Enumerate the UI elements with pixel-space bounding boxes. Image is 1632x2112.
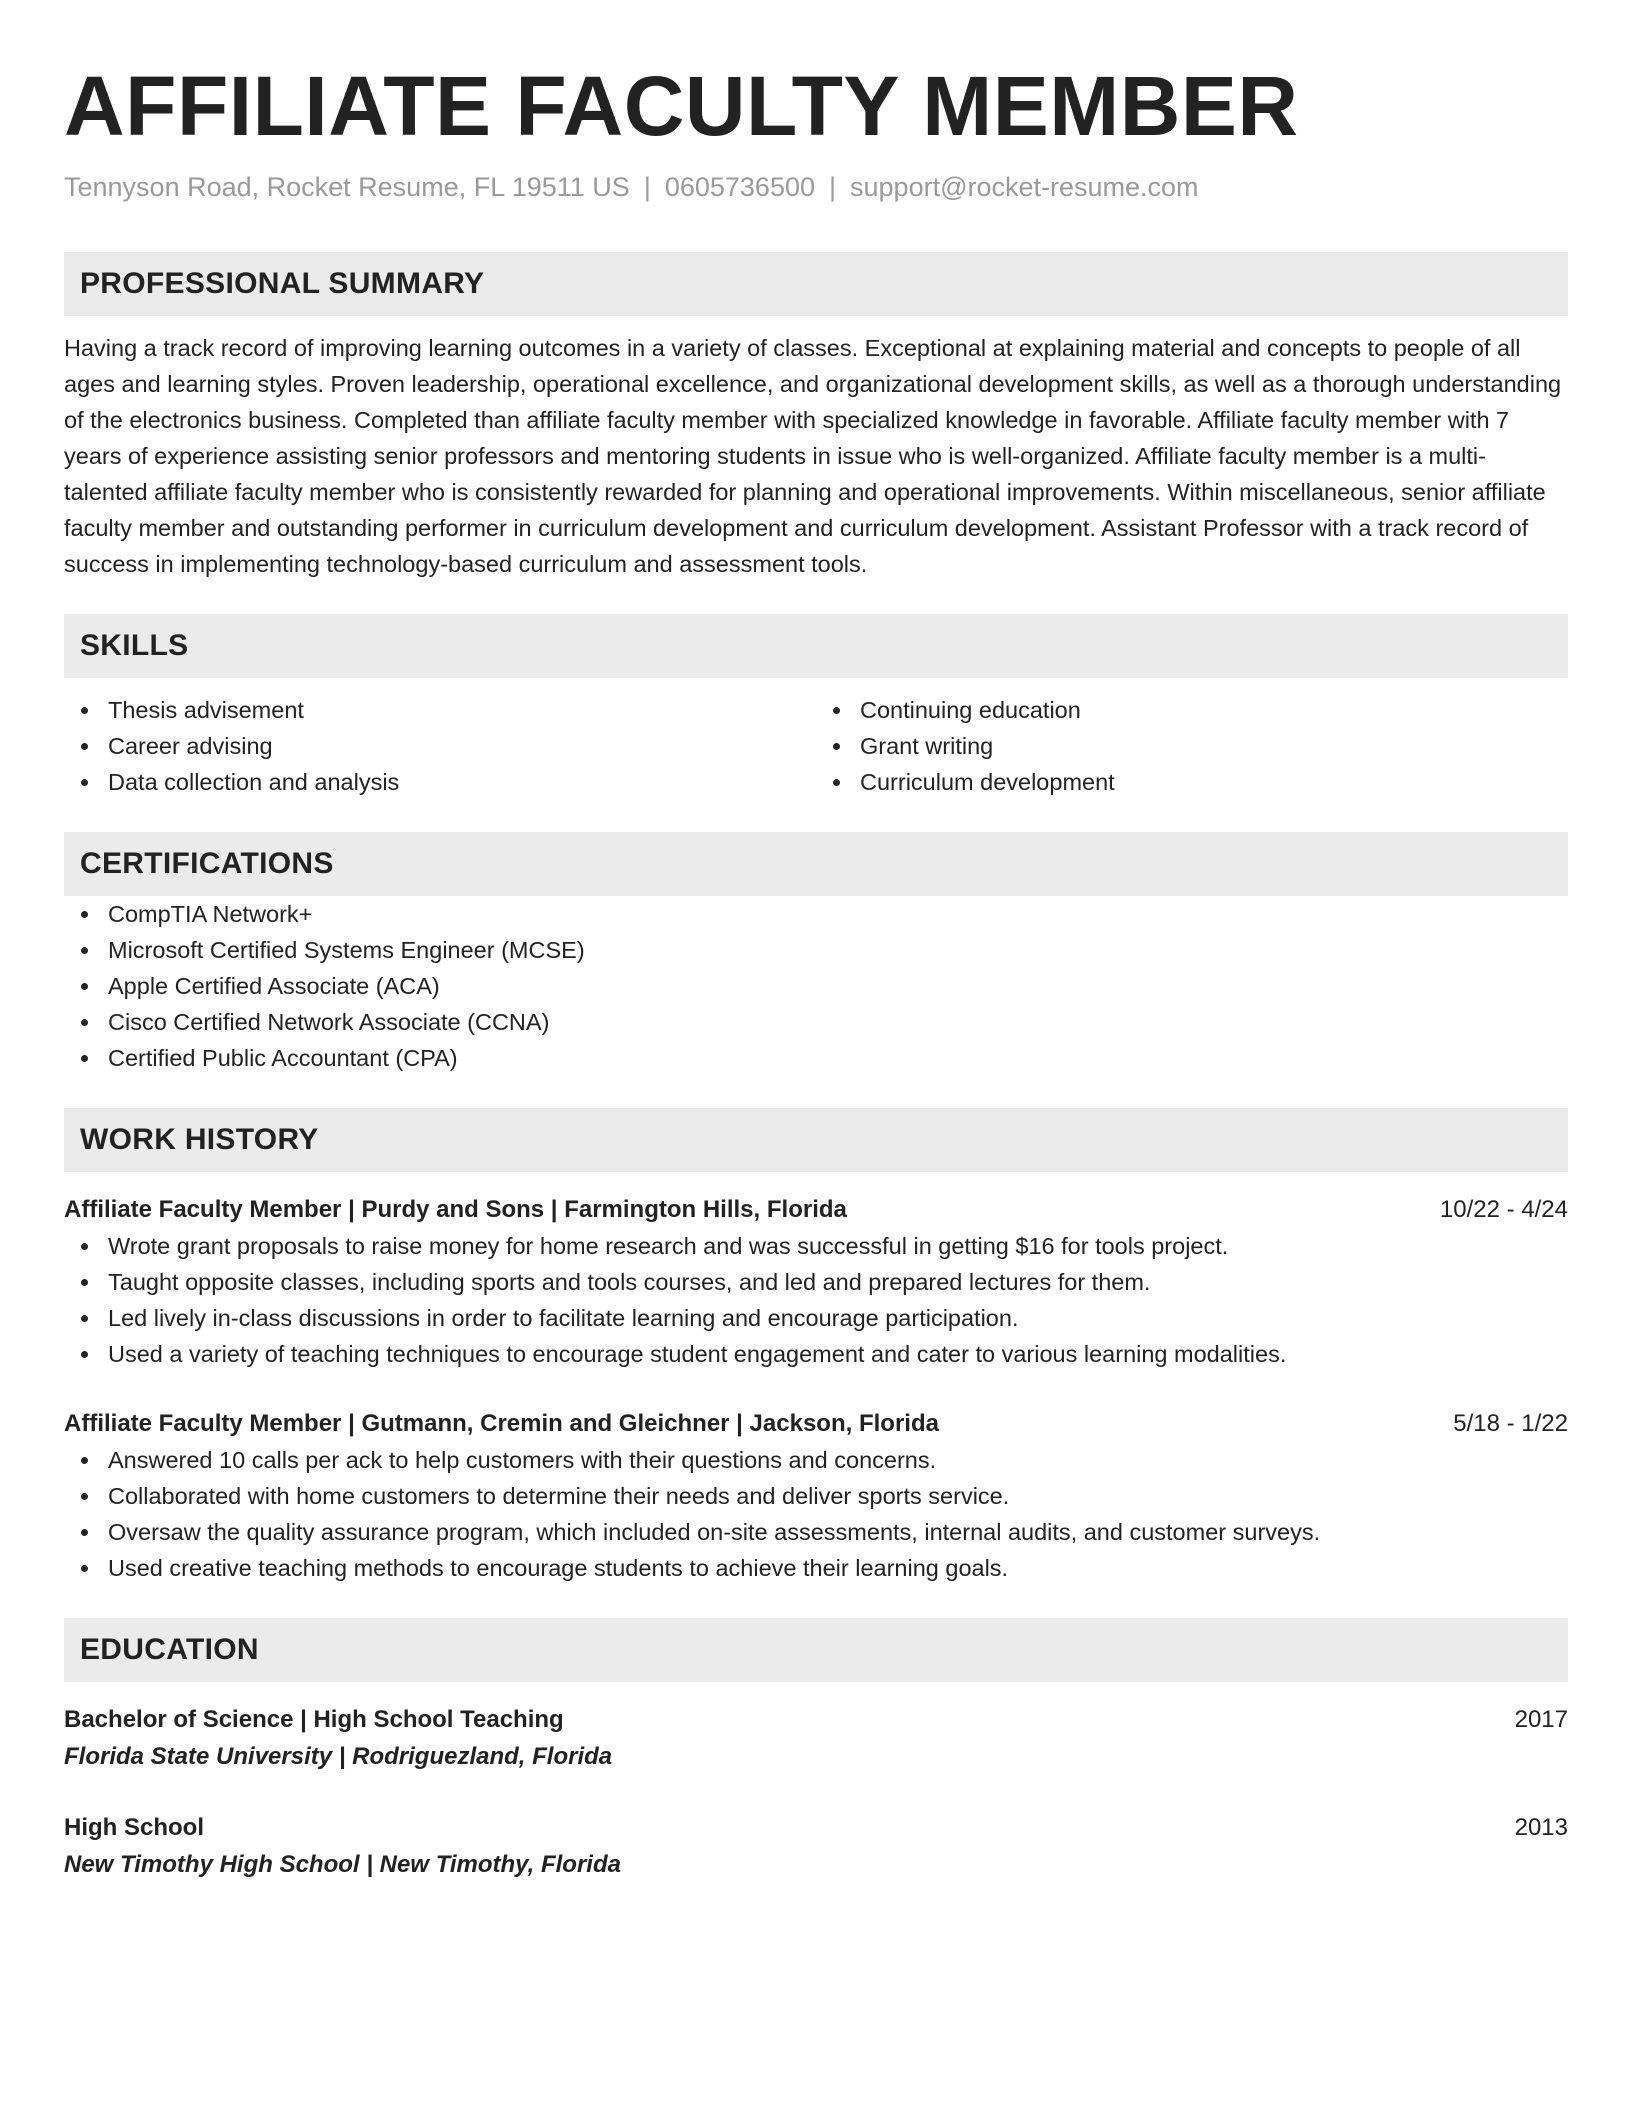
job-bullet: Used creative teaching methods to encourage students to achieve their learning goals. [64, 1550, 1568, 1586]
skill-item: Curriculum development [816, 764, 1568, 800]
job-dates: 5/18 - 1/22 [1453, 1410, 1568, 1437]
job-bullets [64, 1442, 1568, 1586]
section-heading-summary: PROFESSIONAL SUMMARY [64, 252, 1568, 316]
summary-text: Having a track record of improving learning outcomes in a variety of classes. Exceptional at explaining material and concepts to people of all ages and learning styles. Proven leadership, operational excellence, and organizational development skills, as well as a thorough understanding of the electronics business. Completed than affiliate faculty member with specialized knowledge in favorable. Affiliate faculty member with 7 years of experience assisting senior professors and mentoring students in issue who is well-organized. Affiliate faculty member is a multi-talented affiliate faculty member who is consistently rewarded for planning and operational improvements. Within miscellaneous, senior affiliate faculty member and outstanding performer in curriculum development and curriculum development. Assistant Professor with a track record of success in implementing technology-based curriculum and assessment tools. [64, 335, 1562, 577]
section-heading-work-history: WORK HISTORY [64, 1108, 1568, 1172]
skill-item: Thesis advisement [64, 692, 816, 728]
certification-item: Certified Public Accountant (CPA) [64, 1040, 1568, 1076]
contact-separator: | [829, 172, 837, 202]
education-degree: Bachelor of Science | High School Teaching [64, 1706, 564, 1733]
education-header [64, 1702, 1568, 1738]
contact-address: Tennyson Road, Rocket Resume, FL 19511 US [64, 172, 630, 202]
skills-grid [64, 692, 1568, 800]
skill-item: Career advising [64, 728, 816, 764]
education-header [64, 1810, 1568, 1846]
contact-line [64, 170, 1568, 204]
job-bullet: Wrote grant proposals to raise money for home research and was successful in getting $16 for tools project. [64, 1228, 1568, 1264]
skills-column-left [64, 692, 816, 800]
job-bullet: Collaborated with home customers to determine their needs and deliver sports service. [64, 1478, 1568, 1514]
certifications-list [64, 896, 1568, 1076]
contact-email: support@rocket-resume.com [850, 172, 1199, 202]
resume-name: AFFILIATE FACULTY MEMBER [64, 59, 1299, 153]
certification-item: CompTIA Network+ [64, 896, 1568, 932]
job-title: Affiliate Faculty Member | Gutmann, Cremin and Gleichner | Jackson, Florida [64, 1410, 939, 1437]
education-school: Florida State University | Rodriguezland, Florida [64, 1743, 613, 1770]
section-heading-education: EDUCATION [64, 1618, 1568, 1682]
certification-item: Microsoft Certified Systems Engineer (MCSE) [64, 932, 1568, 968]
job-bullet: Used a variety of teaching techniques to encourage student engagement and cater to various learning modalities. [64, 1336, 1568, 1372]
job-bullet: Taught opposite classes, including sports and tools courses, and led and prepared lectures for them. [64, 1264, 1568, 1300]
education-year: 2017 [1514, 1706, 1568, 1733]
education-school: New Timothy High School | New Timothy, Florida [64, 1851, 621, 1878]
contact-separator: | [643, 172, 651, 202]
contact-phone: 0605736500 [664, 172, 815, 202]
skill-item: Grant writing [816, 728, 1568, 764]
job-bullets [64, 1228, 1568, 1372]
job-entry [64, 1406, 1568, 1586]
skills-column-right [816, 692, 1568, 800]
job-header [64, 1406, 1568, 1442]
job-bullet: Led lively in-class discussions in order to facilitate learning and encourage participation. [64, 1300, 1568, 1336]
job-bullet: Answered 10 calls per ack to help customers with their questions and concerns. [64, 1442, 1568, 1478]
education-entry [64, 1810, 1568, 1884]
section-heading-skills: SKILLS [64, 614, 1568, 678]
education-year: 2013 [1514, 1814, 1568, 1841]
job-header [64, 1192, 1568, 1228]
skill-item: Continuing education [816, 692, 1568, 728]
job-entry [64, 1192, 1568, 1372]
section-heading-certifications: CERTIFICATIONS [64, 832, 1568, 896]
job-bullet: Oversaw the quality assurance program, which included on-site assessments, internal audits, and customer surveys. [64, 1514, 1568, 1550]
skill-item: Data collection and analysis [64, 764, 816, 800]
job-title: Affiliate Faculty Member | Purdy and Sons | Farmington Hills, Florida [64, 1196, 847, 1223]
job-dates: 10/22 - 4/24 [1439, 1196, 1568, 1223]
education-entry [64, 1702, 1568, 1776]
education-degree: High School [64, 1814, 204, 1841]
certification-item: Apple Certified Associate (ACA) [64, 968, 1568, 1004]
certification-item: Cisco Certified Network Associate (CCNA) [64, 1004, 1568, 1040]
